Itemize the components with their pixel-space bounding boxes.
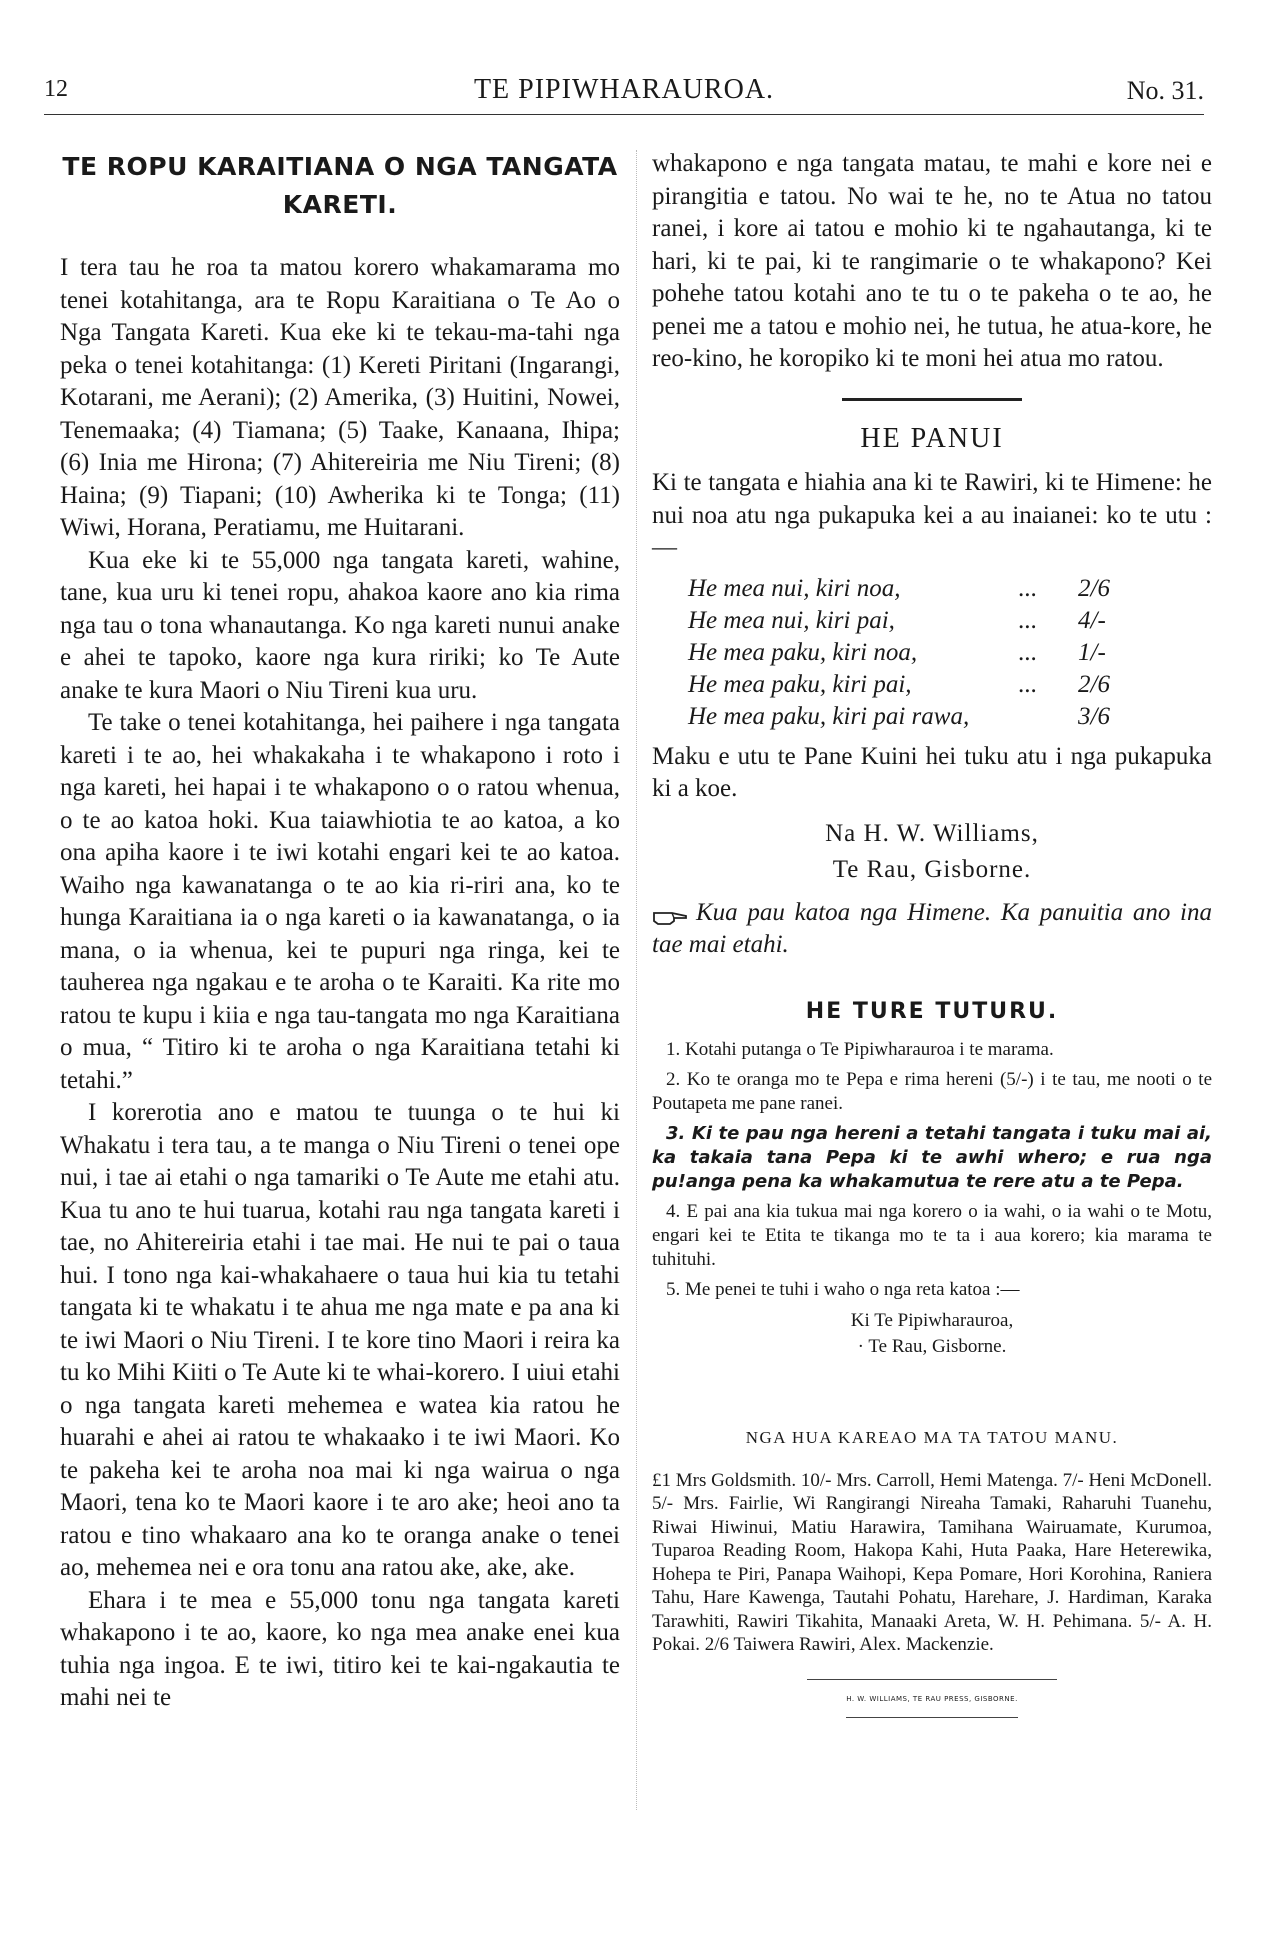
hua-title: NGA HUA KAREAO MA TA TATOU MANU.: [745, 1428, 1119, 1447]
price-row: [652, 701, 1212, 733]
price-desc: He mea paku, kiri noa,: [688, 638, 918, 666]
ture-item: 5. Me penei te tuhi i waho o nga reta katoa :—: [666, 1279, 1020, 1300]
article-paragraph: I korerotia ano e matou te tuunga o te hui ki Whakatu i tera tau, a te manga o Niu Tireni o tenei ope nui, i tae ai etahi o nga tamariki o Te Aute me etahi atu. Kua tu ano te hui tuarua, kotahi rau nga tangata kareti i tae, no Ahitereiria etahi i tae mai. He nui te pai o taua hui. I tono nga kai-whakahaere o taua hui kia tu tetahi tangata ki te whakatu i te ahua me nga mate e pa ana ki te iwi Maori o Niu Tireni. I te kore tino Maori i reira ka tu ko Mihi Kiiti o Te Aute ki te whai-korero. I uiui etahi o nga tangata kareti mehemea e watea kia ratou he huarahi e ahei ai ratou te whakaako i te iwi Maori. Ko te pakeha kei te aroha noa mai ki nga wairua o nga Maori, tena ko te Maori kaore i te aro ake; heoi ano ta ratou e tino whakaaro ana ko te oranga anake o tenei ao, mehemea nei e ora tonu ana ratou ake, ake, ake.: [60, 1099, 620, 1581]
price-list: [652, 573, 1212, 733]
price-amount: 2/6: [1078, 670, 1110, 698]
price-dots: ...: [1018, 638, 1037, 666]
price-desc: He mea paku, kiri pai,: [688, 670, 912, 698]
printer-imprint: [652, 1679, 1212, 1719]
price-desc: He mea nui, kiri pai,: [688, 606, 895, 634]
newspaper-title: TE PIPIWHARAUROA.: [473, 74, 775, 105]
imprint-rule: [807, 1679, 1057, 1680]
price-row: [652, 605, 1212, 637]
article-continuation: whakapono e nga tangata matau, te mahi e kore nei e pirangitia e tatou. No wai te he, no te Atua no tatou ranei, i kore ai tatou e mohio ki te ngahautanga, ki te hari, ki te pai, ki te rangimarie o te whakapono? Kei pohehe tatou kotahi ano te tu o te pakeha o te ao, he penei me a tatou e mohio nei, he tutua, he atua-kore, he reo-kino, he koropiko ki te moni hei atua mo ratou.: [652, 150, 1212, 372]
pointing-hand-icon: [652, 904, 688, 924]
page-number: 12: [44, 76, 68, 102]
issue-number: No. 31.: [1126, 76, 1204, 105]
address-line: Ki Te Pipiwharauroa,: [850, 1310, 1014, 1331]
price-amount: 2/6: [1078, 574, 1110, 602]
panui-notice-text: Kua pau katoa nga Himene. Ka panuitia ano ina tae mai etahi.: [652, 898, 1212, 958]
price-row: [652, 669, 1212, 701]
address-line: · Te Rau, Gisborne.: [857, 1336, 1007, 1357]
ture-item: 3. Ki te pau nga hereni a tetahi tangata i tuku mai ai, ka takaia tana Pepa ki te awhi whero; e rua nga pu!anga pena ka whakamutua te rere atu a te Pepa.: [652, 1123, 1212, 1192]
price-amount: 4/-: [1078, 606, 1106, 634]
price-row: [652, 637, 1212, 669]
price-dots: [1018, 701, 1078, 733]
price-amount: 1/-: [1078, 638, 1106, 666]
ture-item: 1. Kotahi putanga o Te Pipiwharauroa i te marama.: [666, 1039, 1054, 1060]
price-desc: He mea paku, kiri pai rawa,: [688, 702, 970, 730]
signature-name: Na H. W. Williams,: [825, 819, 1039, 847]
ture-item: 4. E pai ana kia tukua mai nga korero o ia wahi, o ia wahi o te Motu, engari kei te Etita te tikanga mo te ta i aua korero; kia marama te tuhituhi.: [652, 1201, 1212, 1270]
left-column: [60, 148, 620, 1715]
price-amount: 3/6: [1078, 702, 1110, 730]
ture-item: 2. Ko te oranga mo te Pepa e rima hereni (5/-) i te tau, me nooti o te Poutapeta me pane ranei.: [652, 1069, 1212, 1114]
right-column: [652, 148, 1212, 1718]
price-row: [652, 573, 1212, 605]
price-dots: ...: [1018, 670, 1037, 698]
article-paragraph: I tera tau he roa ta matou korero whakamarama mo tenei kotahitanga, ara te Ropu Karaitiana o Te Ao o Nga Tangata Kareti. Kua eke ki te tekau-ma-tahi nga peka o tenei kotahitanga: (1) Kereti Piritani (Ingarangi, Kotarani, me Aerani); (2) Amerika, (3) Huitini, Nowei, Tenemaaka; (4) Tiamana; (5) Taake, Kanaana, Ihipa; (6) Inia me Hirona; (7) Ahitereiria me Niu Tireni; (8) Haina; (9) Tiapani; (10) Awherika ki te Tonga; (11) Wiwi, Horana, Peratiamu, me Huitarani.: [60, 254, 620, 541]
signature-place: Te Rau, Gisborne.: [832, 856, 1032, 883]
panui-notice: [652, 897, 1212, 962]
page-header: [44, 74, 1204, 115]
printer-text: H. W. WILLIAMS, TE RAU PRESS, GISBORNE.: [846, 1683, 1018, 1719]
panui-intro: Ki te tangata e hiahia ana ki te Rawiri, ki te Himene: he nui noa atu nga pukapuka kei a au inaianei: ko te utu :—: [652, 469, 1212, 561]
price-dots: ...: [1018, 606, 1037, 634]
column-divider: [636, 150, 637, 1810]
ture-title: HE TURE TUTURU.: [805, 998, 1059, 1024]
price-desc: He mea nui, kiri noa,: [688, 574, 901, 602]
article-title: TE ROPU KARAITIANA O NGA TANGATA KARETI.: [62, 152, 618, 219]
section-rule: [842, 398, 1022, 401]
panui-title: HE PANUI: [860, 422, 1004, 454]
hua-body: £1 Mrs Goldsmith. 10/- Mrs. Carroll, Hemi Matenga. 7/- Heni McDonell. 5/- Mrs. Fairlie, Wi Rangirangi Nireaha Tamaki, Raharuhi Tuanehu, Riwai Hiwinui, Matiu Harawira, Tamihana Wairuamate, Kurumoa, Tuparoa Reading Room, Hakopa Kahi, Huta Paaka, Hare Heterewika, Hohepa te Piri, Panapa Waihopi, Kepa Pomare, Hori Korohina, Raniera Tahu, Hare Kawenga, Tautahi Pohatu, Harehare, J. Hardiman, Karaka Tarawhiti, Rawiri Tikahita, Manaaki Areta, W. H. Pehimana. 5/- A. H. Pokai. 2/6 Taiwera Rawiri, Alex. Mackenzie.: [652, 1469, 1212, 1655]
article-paragraph: Ehara i te mea e 55,000 tonu nga tangata kareti whakapono i te ao, kaore, ko nga mea anake enei kua tuhia nga ingoa. E te iwi, titiro kei te kai-ngakautia te mahi nei te: [60, 1586, 620, 1711]
panui-outro: Maku e utu te Pane Kuini hei tuku atu i nga pukapuka ki a koe.: [652, 742, 1212, 802]
article-paragraph: Kua eke ki te 55,000 nga tangata kareti, wahine, tane, kua uru ki tenei ropu, ahakoa kaore ano kia rima nga tau o tona whanautanga. Ko nga kareti nunui anake e ahei te tapoko, kaore nga kura ririki; ko Te Aute anake te kura Maori o Niu Tireni kua uru.: [60, 546, 620, 704]
article-paragraph: Te take o tenei kotahitanga, hei paihere i nga tangata kareti i te ao, hei whakakaha i te whakapono i roto i nga kareti, hei hapai i te whakapono o o ratou whenua, o te ao katoa hoki. Kua taiawhiotia te ao katoa, a ko ona apiha kaore i te iwi kotahi engari kei te ao katoa. Waiho nga kawanatanga o te ao kia ri-riri ana, ko te hunga Karaitiana ia o nga kareti o ia kawanatanga, o ia mana, o ia whenua, kei te pupuri nga ringa, kei te tauherea nga ngakau e te aroha o te Karaiti. Ka rite mo ratou te kupu i kiia e nga tau-tangata mo nga Karaitiana o mua, “ Titiro ki te aroha o nga Karaitiana tetahi ki tetahi.”: [60, 709, 620, 1094]
price-dots: ...: [1018, 574, 1037, 602]
